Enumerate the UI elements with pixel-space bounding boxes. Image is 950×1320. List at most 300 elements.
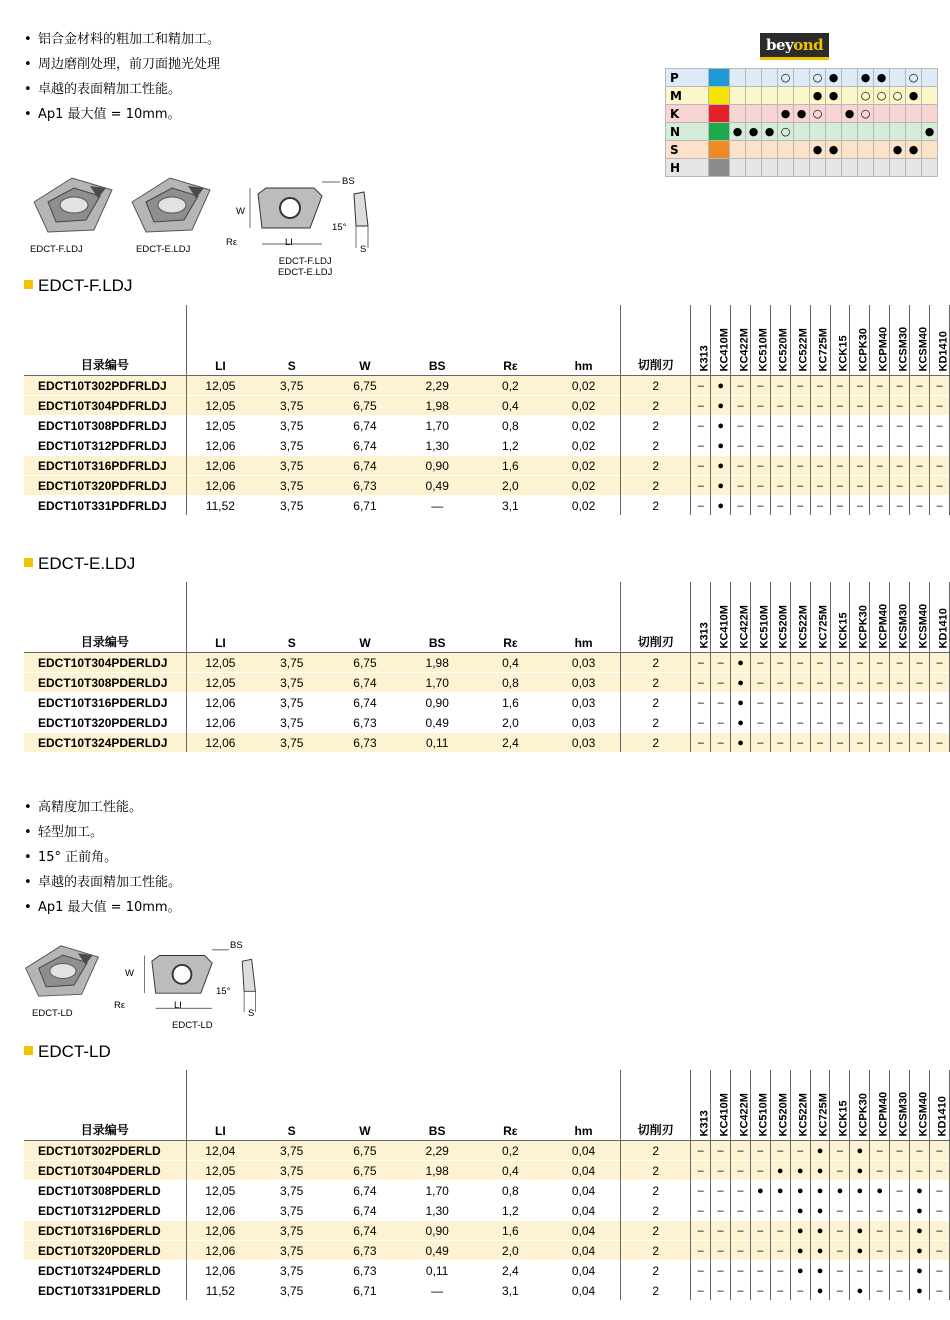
- grade-header: KCK15: [830, 305, 850, 376]
- catalog-number: EDCT10T331PDERLD: [24, 1281, 186, 1301]
- material-letter: N: [666, 123, 709, 141]
- grade-availability-mark: –: [731, 496, 751, 516]
- feature-item: • 周边磨削处理，前刀面抛光处理: [24, 52, 220, 77]
- grade-availability-mark: –: [751, 713, 771, 733]
- grade-availability-mark: ●: [870, 1181, 890, 1201]
- table-row: [24, 1181, 950, 1201]
- grade-header: KC510M: [751, 582, 771, 653]
- grade-availability-mark: ●: [731, 653, 751, 673]
- table-cell: 1,98: [401, 396, 474, 416]
- material-suitability-cell: [890, 123, 906, 141]
- grade-availability-mark: –: [770, 713, 790, 733]
- grade-availability-mark: –: [810, 653, 830, 673]
- grade-availability-mark: ●: [790, 1261, 810, 1281]
- grade-availability-mark: ●: [790, 1241, 810, 1261]
- catalog-number: EDCT10T308PDERLDJ: [24, 673, 186, 693]
- grade-availability-mark: –: [731, 476, 751, 496]
- material-suitability-cell: [762, 159, 778, 177]
- grade-header: KC410M: [711, 305, 731, 376]
- material-suitability-cell: [794, 87, 810, 105]
- grade-availability-mark: –: [890, 1241, 910, 1261]
- table-cell: 6,71: [329, 496, 400, 516]
- feature-item: • 高精度加工性能。: [24, 795, 181, 820]
- grade-header: KC410M: [711, 582, 731, 653]
- grade-availability-mark: –: [770, 693, 790, 713]
- table-cell: 0,11: [401, 1261, 474, 1281]
- grade-availability-mark: –: [850, 496, 870, 516]
- table-cell: 3,75: [254, 476, 329, 496]
- material-suitability-cell: [826, 105, 842, 123]
- grade-availability-mark: –: [810, 713, 830, 733]
- grade-availability-mark: –: [890, 456, 910, 476]
- material-suitability-cell: ○: [810, 105, 826, 123]
- dim-label-bs: BS: [342, 176, 355, 187]
- material-suitability-cell: [826, 159, 842, 177]
- table-cell: 2,4: [474, 1261, 547, 1281]
- table-cell: 2: [621, 1281, 691, 1301]
- grade-availability-mark: –: [770, 436, 790, 456]
- grade-availability-mark: –: [691, 1161, 711, 1181]
- grade-availability-mark: ●: [731, 673, 751, 693]
- table-cell: 0,04: [547, 1141, 621, 1161]
- grade-availability-mark: –: [910, 653, 930, 673]
- grade-availability-mark: –: [810, 476, 830, 496]
- grade-availability-mark: ●: [790, 1201, 810, 1221]
- grade-availability-mark: –: [930, 416, 950, 436]
- material-suitability-cell: [762, 105, 778, 123]
- material-letter: M: [666, 87, 709, 105]
- grade-availability-mark: –: [790, 673, 810, 693]
- dim-label-angle: 15°: [332, 222, 347, 233]
- grade-availability-mark: –: [770, 1141, 790, 1161]
- grade-header: KC522M: [790, 305, 810, 376]
- material-suitability-cell: ○: [810, 69, 826, 87]
- catalog-number: EDCT10T312PDFRLDJ: [24, 436, 186, 456]
- grade-availability-mark: –: [890, 1141, 910, 1161]
- grade-availability-mark: ●: [810, 1181, 830, 1201]
- table-cell: 2,4: [474, 733, 547, 753]
- grade-availability-mark: ●: [750, 1181, 770, 1201]
- table-cell: 6,73: [329, 733, 400, 753]
- grade-availability-mark: ●: [850, 1181, 870, 1201]
- material-row: [666, 159, 938, 177]
- grade-availability-mark: –: [930, 376, 950, 396]
- grade-header: KD1410: [929, 1070, 949, 1141]
- table-cell: 0,49: [401, 1241, 474, 1261]
- grade-header: KC520M: [770, 305, 790, 376]
- grade-availability-mark: –: [870, 1281, 890, 1301]
- material-suitability-cell: [922, 159, 938, 177]
- grade-availability-mark: –: [830, 456, 850, 476]
- grade-availability-mark: –: [930, 653, 950, 673]
- table-row: [24, 436, 950, 456]
- material-suitability-cell: ○: [778, 123, 794, 141]
- grade-availability-mark: –: [890, 713, 910, 733]
- table-cell: 2: [621, 496, 691, 516]
- grade-availability-mark: –: [810, 693, 830, 713]
- grade-availability-mark: –: [870, 1141, 890, 1161]
- grade-header: KC422M: [731, 1070, 751, 1141]
- grade-availability-mark: –: [731, 1221, 751, 1241]
- table-cell: 0,04: [547, 1261, 621, 1281]
- material-suitability-cell: ○: [778, 69, 794, 87]
- grade-availability-mark: –: [830, 1261, 850, 1281]
- grade-availability-mark: –: [850, 1201, 870, 1221]
- grade-availability-mark: ●: [810, 1201, 830, 1221]
- grade-availability-mark: –: [770, 1281, 790, 1301]
- grade-availability-mark: –: [691, 1141, 711, 1161]
- grade-header: K313: [691, 305, 711, 376]
- grade-availability-mark: –: [929, 1161, 949, 1181]
- feature-item: • Ap1 最大值 = 10mm。: [24, 102, 220, 127]
- material-row: [666, 123, 938, 141]
- material-suitability-cell: ○: [890, 87, 906, 105]
- grade-availability-mark: –: [910, 376, 930, 396]
- material-row: [666, 87, 938, 105]
- material-matrix: [665, 68, 938, 177]
- grade-availability-mark: ●: [711, 476, 731, 496]
- grade-availability-mark: –: [810, 436, 830, 456]
- section-title-f: EDCT-F.LDJ: [24, 276, 132, 296]
- grade-availability-mark: –: [910, 496, 930, 516]
- column-header: 目录编号: [80, 1123, 129, 1137]
- table-row: [24, 396, 950, 416]
- grade-availability-mark: –: [790, 416, 810, 436]
- grade-availability-mark: –: [830, 376, 850, 396]
- material-suitability-cell: ●: [890, 141, 906, 159]
- grade-availability-mark: ●: [711, 496, 731, 516]
- grade-availability-mark: ●: [731, 713, 751, 733]
- column-header: BS: [428, 359, 446, 373]
- material-suitability-cell: [762, 69, 778, 87]
- grade-availability-mark: –: [890, 396, 910, 416]
- grade-availability-mark: –: [750, 416, 770, 436]
- material-suitability-cell: [922, 105, 938, 123]
- grade-header: KC522M: [790, 582, 810, 653]
- grade-availability-mark: –: [850, 436, 870, 456]
- material-suitability-cell: [794, 141, 810, 159]
- material-suitability-cell: [842, 141, 858, 159]
- material-suitability-cell: [858, 159, 874, 177]
- grade-availability-mark: ●: [910, 1261, 930, 1281]
- grade-availability-mark: –: [750, 396, 770, 416]
- grade-availability-mark: –: [890, 733, 910, 753]
- material-suitability-cell: [858, 141, 874, 159]
- material-suitability-cell: ●: [778, 105, 794, 123]
- column-header: S: [287, 359, 296, 373]
- table-cell: 2: [621, 476, 691, 496]
- grade-availability-mark: –: [929, 1201, 949, 1221]
- grade-availability-mark: –: [910, 713, 930, 733]
- table-cell: 1,2: [474, 1201, 547, 1221]
- grade-header: KC522M: [790, 1070, 810, 1141]
- table-cell: 12,06: [186, 1201, 254, 1221]
- material-suitability-cell: ●: [826, 87, 842, 105]
- material-suitability-cell: [874, 123, 890, 141]
- catalog-number: EDCT10T302PDFRLDJ: [24, 376, 186, 396]
- grade-availability-mark: ●: [910, 1241, 930, 1261]
- table-cell: 2: [621, 456, 691, 476]
- table-cell: 6,73: [329, 713, 400, 733]
- column-header: W: [359, 1124, 371, 1138]
- table-cell: 3,75: [254, 1221, 329, 1241]
- grade-availability-mark: –: [731, 1181, 751, 1201]
- material-color-swatch: [709, 159, 730, 177]
- grade-availability-mark: –: [810, 376, 830, 396]
- table-cell: 6,74: [329, 693, 400, 713]
- material-suitability-cell: [746, 141, 762, 159]
- caption-drawing-line1: EDCT-F.LDJ: [278, 256, 332, 267]
- table-cell: 2: [621, 673, 691, 693]
- grade-availability-mark: –: [750, 1221, 770, 1241]
- material-row: [666, 69, 938, 87]
- material-suitability-cell: [922, 141, 938, 159]
- grade-availability-mark: –: [711, 1141, 731, 1161]
- table-cell: 0,8: [474, 416, 547, 436]
- column-header: W: [359, 636, 371, 650]
- table-cell: 1,70: [401, 673, 474, 693]
- grade-availability-mark: –: [711, 1261, 731, 1281]
- grade-availability-mark: –: [751, 673, 771, 693]
- table-cell: 2: [621, 376, 691, 396]
- table-cell: 12,04: [186, 1141, 254, 1161]
- table-cell: 2,0: [474, 713, 547, 733]
- grade-availability-mark: –: [731, 456, 751, 476]
- grade-availability-mark: –: [731, 436, 751, 456]
- catalog-number: EDCT10T320PDFRLDJ: [24, 476, 186, 496]
- table-cell: 3,75: [254, 713, 329, 733]
- grade-availability-mark: –: [830, 496, 850, 516]
- grade-availability-mark: –: [890, 673, 910, 693]
- grade-availability-mark: –: [929, 1141, 949, 1161]
- column-header: 目录编号: [80, 358, 129, 372]
- dim-label-re-2: Rε: [114, 1000, 126, 1011]
- table-cell: 2: [621, 1201, 691, 1221]
- grade-availability-mark: –: [790, 496, 810, 516]
- grade-availability-mark: –: [751, 733, 771, 753]
- material-suitability-cell: [794, 123, 810, 141]
- table-cell: 2: [621, 416, 691, 436]
- grade-availability-mark: ●: [810, 1161, 830, 1181]
- grade-availability-mark: –: [870, 416, 890, 436]
- grade-availability-mark: ●: [731, 733, 751, 753]
- catalog-number: EDCT10T316PDERLDJ: [24, 693, 186, 713]
- grade-availability-mark: ●: [770, 1161, 790, 1181]
- grade-availability-mark: –: [711, 1241, 731, 1261]
- catalog-number: EDCT10T316PDERLD: [24, 1221, 186, 1241]
- table-cell: 1,98: [401, 653, 474, 673]
- grade-availability-mark: –: [711, 733, 731, 753]
- caption-drawing-1: [278, 256, 332, 278]
- column-header: hm: [574, 636, 593, 650]
- material-suitability-cell: [890, 69, 906, 87]
- grade-availability-mark: –: [910, 693, 930, 713]
- table-cell: 0,8: [474, 1181, 547, 1201]
- table-cell: 3,75: [254, 496, 329, 516]
- material-letter: P: [666, 69, 709, 87]
- table-cell: 6,74: [329, 1201, 400, 1221]
- grade-header: KCPK30: [850, 1070, 870, 1141]
- table-cell: 3,75: [254, 436, 329, 456]
- feature-item: • 轻型加工。: [24, 820, 181, 845]
- grade-availability-mark: –: [691, 713, 711, 733]
- table-cell: 0,2: [474, 1141, 547, 1161]
- grade-availability-mark: –: [810, 416, 830, 436]
- grade-availability-mark: –: [910, 733, 930, 753]
- table-cell: 0,04: [547, 1221, 621, 1241]
- column-header: Rε: [503, 1124, 518, 1138]
- grade-availability-mark: –: [790, 376, 810, 396]
- grade-availability-mark: –: [770, 1221, 790, 1241]
- table-cell: 0,8: [474, 673, 547, 693]
- material-suitability-cell: ●: [762, 123, 778, 141]
- grade-availability-mark: –: [870, 1241, 890, 1261]
- grade-availability-mark: –: [731, 1141, 751, 1161]
- catalog-number: EDCT10T302PDERLD: [24, 1141, 186, 1161]
- grade-availability-mark: ●: [770, 1181, 790, 1201]
- dim-label-s-2: S: [248, 1008, 255, 1019]
- table-cell: 12,06: [186, 456, 254, 476]
- material-suitability-cell: [874, 159, 890, 177]
- table-cell: 12,06: [186, 1241, 254, 1261]
- table-cell: 6,75: [329, 1141, 400, 1161]
- grade-availability-mark: –: [870, 653, 890, 673]
- grade-availability-mark: –: [929, 1181, 949, 1201]
- grade-header: KCSM40: [910, 1070, 930, 1141]
- material-suitability-cell: ●: [794, 105, 810, 123]
- table-row: [24, 1141, 950, 1161]
- table-cell: 2,29: [401, 1141, 474, 1161]
- table-cell: 2: [621, 396, 691, 416]
- table-row: [24, 713, 950, 733]
- table-cell: 12,06: [186, 1261, 254, 1281]
- grade-availability-mark: –: [870, 693, 890, 713]
- grade-availability-mark: –: [850, 673, 870, 693]
- table-cell: 0,90: [401, 456, 474, 476]
- column-header: LI: [186, 305, 254, 376]
- grade-availability-mark: –: [930, 693, 950, 713]
- table-cell: 0,90: [401, 1221, 474, 1241]
- material-row: [666, 141, 938, 159]
- material-suitability-cell: ●: [874, 69, 890, 87]
- table-cell: 0,49: [401, 713, 474, 733]
- feature-list-2: [24, 795, 181, 920]
- table-cell: 3,75: [254, 693, 329, 713]
- table-cell: 3,75: [254, 1241, 329, 1261]
- catalog-number: EDCT10T312PDERLD: [24, 1201, 186, 1221]
- table-cell: 6,74: [329, 1221, 400, 1241]
- material-suitability-cell: [890, 159, 906, 177]
- section-title-e: EDCT-E.LDJ: [24, 554, 135, 574]
- table-cell: 2: [621, 1241, 691, 1261]
- grade-availability-mark: –: [830, 693, 850, 713]
- grade-availability-mark: ●: [850, 1281, 870, 1301]
- grade-availability-mark: –: [790, 436, 810, 456]
- material-suitability-cell: ○: [858, 87, 874, 105]
- material-suitability-cell: [730, 159, 746, 177]
- grade-availability-mark: –: [870, 376, 890, 396]
- table-cell: 12,05: [186, 416, 254, 436]
- dim-label-s: S: [360, 244, 367, 255]
- grade-availability-mark: –: [790, 693, 810, 713]
- caption-insert-f: EDCT-F.LDJ: [30, 244, 83, 255]
- column-header: S: [287, 636, 296, 650]
- grade-header: KC520M: [770, 582, 790, 653]
- grade-availability-mark: –: [790, 476, 810, 496]
- table-cell: 0,04: [547, 1241, 621, 1261]
- grade-availability-mark: –: [751, 653, 771, 673]
- table-row: [24, 1201, 950, 1221]
- grade-availability-mark: ●: [910, 1221, 930, 1241]
- grade-availability-mark: –: [691, 1201, 711, 1221]
- column-header: LI: [186, 582, 254, 653]
- logo-text-b: ond: [793, 36, 824, 54]
- catalog-number: EDCT10T316PDFRLDJ: [24, 456, 186, 476]
- table-cell: 0,04: [547, 1161, 621, 1181]
- grade-availability-mark: –: [929, 1281, 949, 1301]
- caption-drawing-line2: EDCT-E.LDJ: [278, 267, 333, 278]
- table-cell: 0,02: [547, 416, 621, 436]
- grade-availability-mark: –: [870, 1261, 890, 1281]
- table-cell: 12,06: [186, 476, 254, 496]
- material-suitability-cell: ●: [730, 123, 746, 141]
- grade-availability-mark: –: [750, 1281, 770, 1301]
- table-cell: 2: [621, 436, 691, 456]
- material-suitability-cell: [842, 159, 858, 177]
- material-suitability-cell: [730, 105, 746, 123]
- catalog-number: EDCT10T320PDERLDJ: [24, 713, 186, 733]
- table-cell: 0,02: [547, 456, 621, 476]
- product-table-ld: [24, 1070, 950, 1300]
- material-color-swatch: [709, 69, 730, 87]
- material-suitability-cell: ●: [858, 69, 874, 87]
- grade-header: KC510M: [750, 1070, 770, 1141]
- grade-availability-mark: –: [929, 1261, 949, 1281]
- material-suitability-cell: [826, 123, 842, 141]
- grade-availability-mark: –: [870, 1221, 890, 1241]
- table-cell: 1,6: [474, 693, 547, 713]
- table-row: [24, 693, 950, 713]
- insert-image-f: [28, 172, 118, 238]
- grade-availability-mark: –: [711, 713, 731, 733]
- material-suitability-cell: [730, 87, 746, 105]
- table-cell: 0,04: [547, 1201, 621, 1221]
- grade-availability-mark: –: [770, 733, 790, 753]
- table-cell: —: [401, 1281, 474, 1301]
- table-cell: 0,90: [401, 693, 474, 713]
- grade-availability-mark: –: [731, 376, 751, 396]
- grade-header: KC725M: [810, 582, 830, 653]
- grade-availability-mark: –: [750, 436, 770, 456]
- grade-header: KC422M: [731, 305, 751, 376]
- grade-availability-mark: –: [691, 1261, 711, 1281]
- grade-availability-mark: –: [731, 1161, 751, 1181]
- grade-availability-mark: –: [870, 496, 890, 516]
- grade-availability-mark: –: [830, 1221, 850, 1241]
- grade-header: KCPM40: [870, 1070, 890, 1141]
- material-suitability-cell: [746, 87, 762, 105]
- table-cell: 0,02: [547, 496, 621, 516]
- grade-availability-mark: –: [750, 476, 770, 496]
- grade-availability-mark: –: [750, 1161, 770, 1181]
- grade-availability-mark: –: [810, 396, 830, 416]
- table-cell: 2: [621, 1141, 691, 1161]
- table-cell: 0,04: [547, 1181, 621, 1201]
- material-suitability-cell: ●: [922, 123, 938, 141]
- grade-availability-mark: –: [850, 476, 870, 496]
- grade-availability-mark: –: [691, 396, 711, 416]
- table-cell: 1,30: [401, 1201, 474, 1221]
